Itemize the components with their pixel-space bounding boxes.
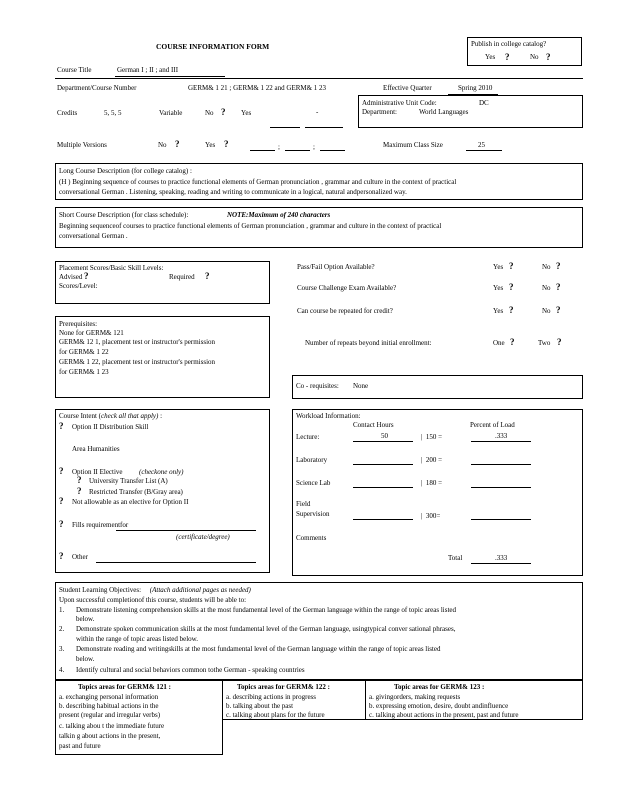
credits-value[interactable]: 5, 5, 5: [104, 109, 122, 117]
publish-yes-checkbox[interactable]: ?: [505, 52, 510, 62]
multiple-no-checkbox[interactable]: ?: [175, 139, 180, 149]
objective-text: below.: [76, 615, 95, 623]
repeats-two-label: Two: [538, 339, 551, 347]
repeats-one-checkbox[interactable]: ?: [510, 337, 515, 347]
credits-max-line: [305, 127, 343, 128]
dept-number-label: Department/Course Number: [57, 84, 137, 92]
effective-label: Effective Quarter: [383, 84, 432, 92]
challenge-no-label: No: [542, 284, 551, 292]
topics-121-box: [55, 680, 223, 755]
variable-label: Variable: [159, 109, 183, 117]
course-title-line: [115, 76, 225, 77]
objective-text: Demonstrate listening comprehension skills at the most fundamental level of the German language within the range of topic areas listed: [76, 606, 457, 614]
workload-label: Workload Information:: [296, 412, 361, 420]
topic-item: c. talking about plans for the future: [226, 711, 325, 719]
topic-item: a. givingorders, making requests: [369, 693, 461, 701]
placement-box: [55, 261, 270, 304]
long-description-line: (H ) Beginning sequence of courses to practice functional elements of German pronunciation , grammar and culture in the context of practical: [59, 178, 457, 186]
short-description-line: Beginning sequenceof courses to practice functional elements of German pronunciation , grammar and culture in the context of practical: [59, 222, 442, 230]
topics-123-box: [365, 680, 583, 720]
prerequisite-line: for GERM& 1 23: [59, 368, 109, 376]
restricted-transfer-checkbox[interactable]: ?: [77, 486, 82, 496]
topics-123-title: Topic areas for GERM& 123 :: [394, 683, 485, 691]
version-line-3: [320, 150, 345, 151]
science-lab-divisor: | 180 =: [421, 479, 443, 487]
other-line: [96, 562, 256, 563]
admin-dept-label: Department:: [362, 108, 397, 116]
long-description-box[interactable]: [55, 163, 583, 200]
university-transfer-checkbox[interactable]: ?: [77, 475, 82, 485]
variable-yes-label: Yes: [241, 109, 252, 117]
laboratory-percent-line[interactable]: [471, 464, 531, 465]
option2-distribution-checkbox[interactable]: ?: [59, 421, 64, 431]
course-title-label: Course Title: [57, 66, 92, 74]
admin-box: [358, 95, 583, 128]
credits-label: Credits: [57, 109, 78, 117]
objectives-label: Student Learning Objectives: (Attach additional pages as needed): [59, 586, 251, 594]
topic-item: a. describing actions in progress: [226, 693, 317, 701]
lecture-hours-line: [353, 441, 413, 442]
area-humanities: Area Humanities: [72, 445, 120, 453]
lecture-divisor: | 150 =: [421, 433, 443, 441]
form-title: COURSE INFORMATION FORM: [156, 42, 270, 51]
course-title-value[interactable]: German I ; II ; and III: [117, 66, 179, 74]
topic-item: c. talking abou t the immediate future: [59, 722, 165, 730]
prerequisite-line: for GERM& 1 22: [59, 348, 109, 356]
objective-text: within the range of topic areas listed below.: [76, 635, 199, 643]
comments-label: Comments: [296, 534, 327, 542]
challenge-no-checkbox[interactable]: ?: [556, 282, 561, 292]
multiple-versions-label: Multiple Versions: [57, 141, 107, 149]
pass-fail-yes-checkbox[interactable]: ?: [509, 261, 514, 271]
repeat-yes-label: Yes: [493, 307, 504, 315]
corequisites-label: Co - requisites:: [296, 382, 339, 390]
placement-label: Placement Scores/Basic Skill Levels:: [59, 264, 164, 272]
admin-unit-label: Administrative Unit Code:: [362, 99, 437, 107]
other-label: Other: [72, 553, 88, 561]
repeat-no-checkbox[interactable]: ?: [556, 305, 561, 315]
sep: ;: [313, 143, 315, 151]
workload-box: [292, 409, 583, 576]
topic-item: present (regular and irregular verbs): [59, 711, 161, 719]
topic-item: past and future: [59, 742, 101, 750]
prerequisites-label: Prerequisites:: [59, 320, 98, 328]
prerequisite-line: GERM& 12 1, placement test or instructor's permission: [59, 338, 216, 346]
pass-fail-label: Pass/Fail Option Available?: [297, 263, 375, 271]
lecture-percent[interactable]: .333: [495, 432, 508, 440]
publish-label: Publish in college catalog?: [471, 40, 547, 48]
percent-load-header: Percent of Load: [470, 421, 515, 429]
fills-requirement-line: [116, 530, 256, 531]
intent-label: Course Intent (check all that apply) :: [59, 412, 163, 420]
repeats-one-label: One: [493, 339, 505, 347]
laboratory-label: Laboratory: [296, 456, 328, 464]
dept-number-value[interactable]: GERM& 1 21 ; GERM& 1 22 and GERM& 1 23: [188, 84, 327, 92]
fills-requirement-label: Fills requirementfor: [72, 521, 129, 529]
publish-yes-label: Yes: [485, 53, 496, 61]
long-description-label: Long Course Description (for college catalog) :: [59, 167, 192, 175]
laboratory-hours-line[interactable]: [353, 464, 413, 465]
effective-value[interactable]: Spring 2010: [458, 84, 493, 92]
topic-item: b. expressing emotion, desire, doubt andinfluence: [369, 702, 509, 710]
option2-elective-checkbox[interactable]: ?: [59, 466, 64, 476]
pass-fail-no-checkbox[interactable]: ?: [556, 261, 561, 271]
publish-no-checkbox[interactable]: ?: [546, 52, 551, 62]
field-percent-line[interactable]: [471, 519, 531, 520]
prerequisite-line: GERM& 1 22, placement test or instructor's permission: [59, 358, 216, 366]
objective-number: 3.: [59, 645, 65, 653]
multiple-yes-label: Yes: [205, 141, 216, 149]
course-intent-box: [55, 409, 270, 573]
publish-no-label: No: [530, 53, 539, 61]
max-class-size-line: [466, 150, 502, 151]
challenge-yes-label: Yes: [493, 284, 504, 292]
admin-dept-value[interactable]: World Languages: [419, 108, 469, 116]
supervision-label: Supervision: [296, 510, 330, 518]
corequisites-box[interactable]: [292, 375, 583, 399]
sep: ;: [278, 143, 280, 151]
objective-number: 4.: [59, 666, 65, 674]
objective-text: Identify cultural and social behaviors common tothe German - speaking countries: [76, 666, 305, 674]
field-hours-line[interactable]: [353, 519, 413, 520]
long-description-line: conversational German . Listening, speaking, reading and writing to communicate in a logical, natural andpersonalized way.: [59, 188, 407, 196]
lecture-label: Lecture:: [296, 433, 320, 441]
short-description-label: Short Course Description (for class schedule):: [59, 211, 189, 219]
other-checkbox[interactable]: ?: [59, 551, 64, 561]
objective-number: 2.: [59, 625, 65, 633]
topic-item: a. exchanging personal information: [59, 693, 159, 701]
max-class-size-label: Maximum Class Size: [383, 141, 443, 149]
pass-fail-no-label: No: [542, 263, 551, 271]
advised-label: Advised: [59, 273, 83, 281]
multiple-yes-checkbox[interactable]: ?: [224, 139, 229, 149]
total-value[interactable]: .333: [495, 554, 508, 562]
laboratory-divisor: | 200 =: [421, 456, 443, 464]
short-description-note: NOTE:Maximum of 240 characters: [227, 211, 331, 219]
topics-121-title: Topics areas for GERM& 121 :: [78, 683, 172, 691]
variable-no-checkbox[interactable]: ?: [221, 107, 226, 117]
credits-dash: -: [316, 108, 319, 116]
field-label: Field: [296, 500, 311, 508]
topics-122-box: [222, 680, 366, 720]
fills-requirement-checkbox[interactable]: ?: [59, 519, 64, 529]
required-checkbox[interactable]: ?: [205, 271, 210, 281]
topic-item: b. talking about the past: [226, 702, 294, 710]
certificate-degree-note: (certificate/degree): [176, 533, 230, 541]
repeat-label: Can course be repeated for credit?: [297, 307, 393, 315]
max-class-size-value[interactable]: 25: [478, 141, 485, 149]
repeat-yes-checkbox[interactable]: ?: [509, 305, 514, 315]
prerequisite-line: None for GERM& 121: [59, 329, 124, 337]
repeat-no-label: No: [542, 307, 551, 315]
science-lab-label: Science Lab: [296, 479, 331, 487]
not-allowable-label: Not allowable as an elective for Option II: [72, 498, 189, 506]
lecture-percent-line: [471, 441, 531, 442]
option2-elective-label: Option II Elective: [72, 468, 123, 476]
repeats-two-checkbox[interactable]: ?: [557, 337, 562, 347]
total-label: Total: [448, 554, 463, 562]
short-description-line: conversational German .: [59, 232, 128, 240]
objective-text: Demonstrate reading and writingskills at the most fundamental level of the German language within the range of topic areas listed: [76, 645, 441, 653]
prerequisites-box[interactable]: [55, 316, 270, 398]
variable-no-label: No: [205, 109, 214, 117]
required-label: Required: [169, 273, 195, 281]
admin-unit-value[interactable]: DC: [479, 99, 489, 107]
topic-item: c. talking about actions in the present, past and future: [369, 711, 519, 719]
version-line-1: [250, 150, 275, 151]
corequisites-value: None: [353, 382, 369, 390]
science-lab-hours-line[interactable]: [353, 487, 413, 488]
field-divisor: | 300=: [421, 512, 441, 520]
university-transfer-label: University Transfer List (A): [89, 477, 168, 485]
total-line: [471, 563, 531, 564]
topics-122-title: Topics areas for GERM& 122 :: [237, 683, 331, 691]
challenge-exam-label: Course Challenge Exam Available?: [297, 284, 397, 292]
advised-checkbox[interactable]: ?: [84, 271, 89, 281]
divider: [55, 78, 583, 79]
repeats-label: Number of repeats beyond initial enrollment:: [305, 339, 432, 347]
check-one-note: (checkone only): [139, 468, 184, 476]
objectives-intro: Upon successful completionof this course, students will be able to:: [59, 596, 247, 604]
option2-distribution-label: Option II Distribution Skill: [72, 423, 149, 431]
challenge-yes-checkbox[interactable]: ?: [509, 282, 514, 292]
learning-objectives-box[interactable]: [55, 582, 583, 680]
contact-hours-header: Contact Hours: [353, 421, 394, 429]
not-allowable-checkbox[interactable]: ?: [59, 496, 64, 506]
restricted-transfer-label: Restricted Transfer (B/Gray area): [89, 488, 183, 496]
topic-item: talkin g about actions in the present,: [59, 732, 161, 740]
scores-level-label: Scores/Level:: [59, 282, 98, 290]
publish-box: [467, 37, 582, 66]
short-description-box[interactable]: [55, 207, 583, 248]
objective-number: 1.: [59, 606, 65, 614]
version-line-2: [285, 150, 310, 151]
credits-min-line: [270, 127, 300, 128]
objective-text: Demonstrate spoken communication skills at the most fundamental level of the German language, usingtypical conver sational phrases,: [76, 625, 456, 633]
lecture-hours[interactable]: 50: [381, 432, 388, 440]
science-lab-percent-line[interactable]: [471, 487, 531, 488]
multiple-no-label: No: [158, 141, 167, 149]
objective-text: below.: [76, 655, 95, 663]
pass-fail-yes-label: Yes: [493, 263, 504, 271]
topic-item: b. describing habitual actions in the: [59, 702, 159, 710]
